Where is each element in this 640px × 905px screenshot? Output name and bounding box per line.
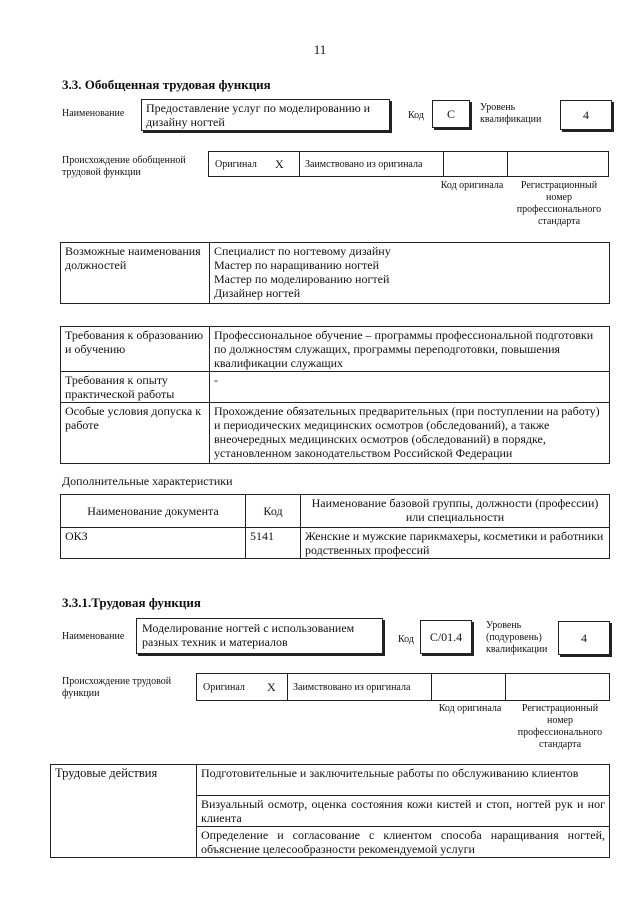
section-heading: 3.3. Обобщенная трудовая функция (62, 77, 271, 92)
original-mark: X (267, 680, 276, 694)
edu-label: Требования к образованию и обучению (61, 327, 210, 372)
positions-list (210, 243, 610, 304)
origin-divider (443, 152, 444, 176)
level-label: Уровень (подуровень) квалификации (486, 620, 548, 655)
extra-heading: Дополнительные характеристики (62, 474, 233, 488)
extra-table (60, 494, 610, 559)
origin-divider (299, 152, 300, 176)
position-item: Мастер по наращиванию ногтей (214, 258, 380, 272)
action-item: Подготовительные и заключительные работы по обслуживанию клиентов (197, 765, 610, 796)
code-box (420, 620, 472, 654)
original-mark: X (275, 157, 284, 171)
original-label: Оригинал (215, 159, 257, 170)
origin-label: Происхождение обобщенной трудовой функции (62, 155, 186, 178)
code-value: C/01.4 (429, 630, 463, 644)
name-label: Наименование (62, 631, 125, 642)
original-label: Оригинал (203, 682, 245, 693)
positions-label: Возможные наименования должностей (61, 243, 210, 304)
origin-row (196, 673, 610, 701)
table-row (61, 528, 610, 559)
reg-number-label: Регистрационный номер профессионального стандарта (517, 703, 603, 750)
edu-value: Профессиональное обучение – программы профессиональной подготовки по должностям служащих, программы переподготовки, повышения квалификации служащих (210, 327, 610, 372)
borrowed-label: Заимствовано из оригинала (293, 682, 411, 693)
exp-value: - (210, 372, 610, 403)
table-header: Код (246, 495, 301, 528)
action-item: Визуальный осмотр, оценка состояния кожи кистей и стоп, ногтей рук и ног клиента (197, 796, 610, 827)
action-item: Определение и согласование с клиентом способа наращивания ногтей, объяснение целесообразности рекомендуемой услуги (197, 827, 610, 858)
level-box (558, 621, 610, 655)
function-name-box (136, 618, 383, 654)
actions-label: Трудовые действия (51, 765, 197, 858)
reg-number-label: Регистрационный номер профессионального стандарта (516, 180, 602, 227)
requirements-table (60, 326, 610, 464)
section-heading: 3.3.1.Трудовая функция (62, 595, 201, 610)
code-box (432, 100, 470, 128)
origin-divider (431, 674, 432, 700)
level-value: 4 (581, 631, 587, 645)
code-label: Код (398, 634, 414, 645)
function-name-box (141, 99, 390, 131)
origin-divider (505, 674, 506, 700)
code-original-label: Код оригинала (440, 180, 504, 191)
table-header: Наименование базовой группы, должности (профессии) или специальности (301, 495, 610, 528)
table-header-row (61, 495, 610, 528)
origin-row (208, 151, 609, 177)
actions-table (50, 764, 610, 858)
function-name-value: Моделирование ногтей с использованием разных техник и материалов (142, 621, 355, 649)
name-label: Наименование (62, 108, 125, 119)
table-row (51, 765, 610, 796)
table-cell: 5141 (246, 528, 301, 559)
special-label: Особые условия допуска к работе (61, 403, 210, 464)
code-value: C (446, 107, 455, 121)
code-label: Код (408, 110, 424, 121)
level-box (560, 100, 612, 130)
code-original-label: Код оригинала (438, 703, 502, 714)
position-item: Мастер по моделированию ногтей (214, 272, 390, 286)
origin-divider (507, 152, 508, 176)
positions-table (60, 242, 610, 304)
table-cell: ОКЗ (61, 528, 246, 559)
level-label: Уровень квалификации (480, 102, 542, 125)
table-cell: Женские и мужские парикмахеры, косметики и работники родственных профессий (301, 528, 610, 559)
exp-label: Требования к опыту практической работы (61, 372, 210, 403)
level-value: 4 (583, 108, 589, 122)
table-header: Наименование документа (61, 495, 246, 528)
function-name-value: Предоставление услуг по моделированию и дизайну ногтей (146, 101, 371, 129)
page-number: 11 (313, 42, 327, 57)
special-value: Прохождение обязательных предварительных (при поступлении на работу) и периодических медицинских осмотров (обследований), а также внеочередных медицинских осмотров (обследований) в порядке, установленном законодательством Российской Федерации (210, 403, 610, 464)
position-item: Специалист по ногтевому дизайну (214, 244, 391, 258)
position-item: Дизайнер ногтей (214, 286, 301, 300)
origin-divider (287, 674, 288, 700)
origin-label: Происхождение трудовой функции (62, 676, 172, 699)
borrowed-label: Заимствовано из оригинала (305, 159, 423, 170)
